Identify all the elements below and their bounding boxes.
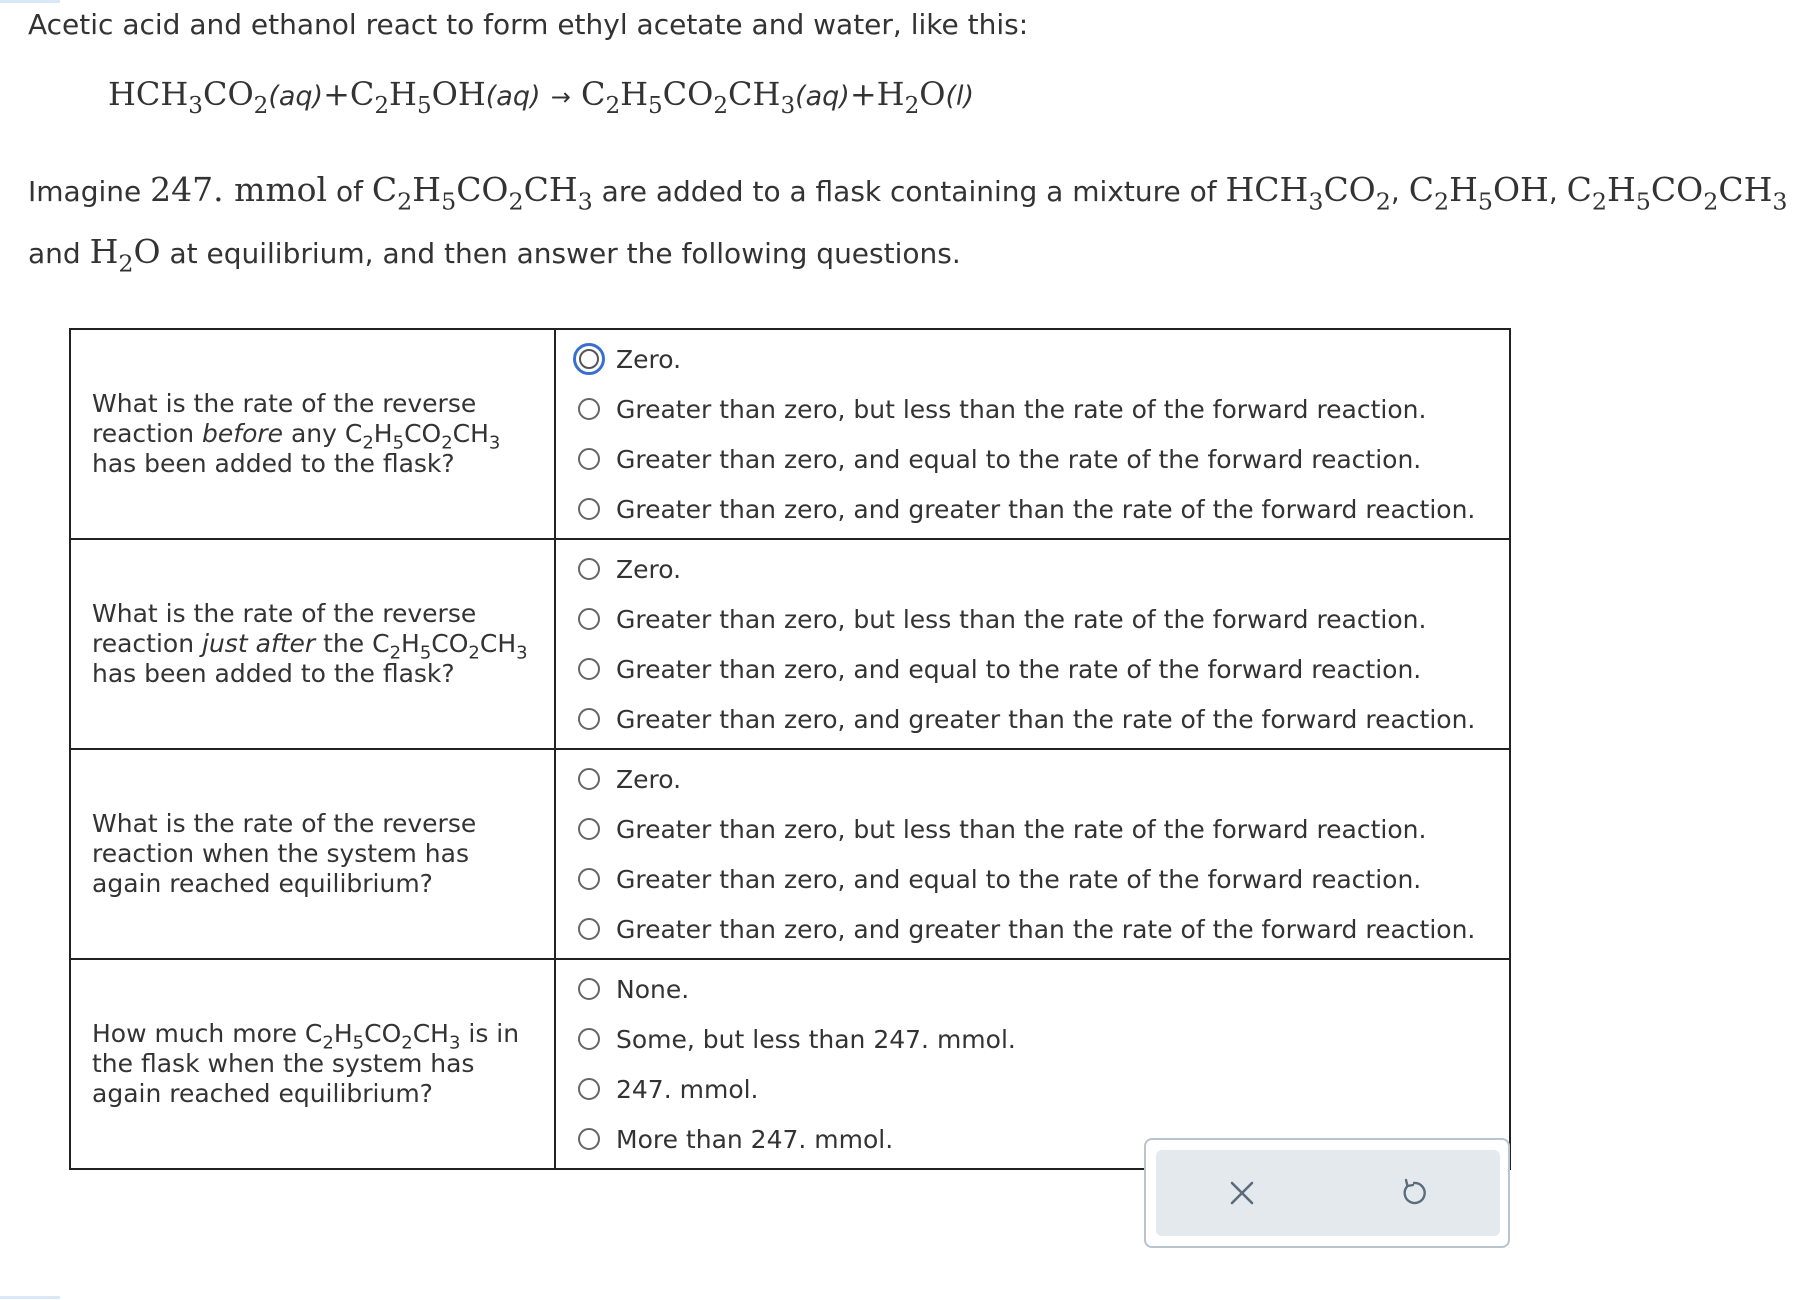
reaction-equation: $HCH_3CO_2(aq)+C_2H_5OH(aq) \to C_2H_5CO_2CH_3(aq)+H_2O(l)$ [108, 75, 975, 120]
undo-button[interactable] [1384, 1163, 1444, 1223]
q4-option-none[interactable]: None. [578, 964, 1509, 1014]
clear-button[interactable] [1212, 1163, 1272, 1223]
question-row-2 [70, 539, 1510, 749]
answer-toolbar [1144, 1138, 1510, 1248]
q1-option-less[interactable]: Greater than zero, but less than the rate of the forward reaction. [578, 384, 1509, 434]
question-3: What is the rate of the reverse reaction when the system has again reached equilibrium? [70, 749, 555, 959]
question-1: What is the rate of the reverse reaction before any $C_2H_5CO_2CH_3$ has been added to the flask? [70, 329, 555, 539]
reactant-ethanol: $C_2H_5OH$ [349, 75, 486, 120]
radio-button[interactable] [578, 658, 600, 680]
q3-option-zero[interactable]: Zero. [578, 754, 1509, 804]
q2-option-greater[interactable]: Greater than zero, and greater than the rate of the forward reaction. [578, 694, 1509, 744]
q3-option-equal[interactable]: Greater than zero, and equal to the rate of the forward reaction. [578, 854, 1509, 904]
reactant-acetic-acid: $HCH_3CO_2$ [108, 75, 269, 120]
question-row-1 [70, 329, 1510, 539]
radio-button[interactable] [578, 448, 600, 470]
q3-option-greater[interactable]: Greater than zero, and greater than the rate of the forward reaction. [578, 904, 1509, 954]
undo-icon [1398, 1177, 1430, 1209]
answer-toolbar-inner [1156, 1150, 1500, 1236]
q2-option-zero[interactable]: Zero. [578, 544, 1509, 594]
question-4: How much more $C_2H_5CO_2CH_3$ is in the flask when the system has again reached equilibrium? [70, 959, 555, 1169]
q4-option-some[interactable]: Some, but less than 247. mmol. [578, 1014, 1509, 1064]
radio-button[interactable] [578, 708, 600, 730]
radio-button[interactable] [578, 558, 600, 580]
q4-option-equal[interactable]: 247. mmol. [578, 1064, 1509, 1114]
q1-option-greater[interactable]: Greater than zero, and greater than the rate of the forward reaction. [578, 484, 1509, 534]
radio-button[interactable] [578, 608, 600, 630]
answer-group-3 [555, 749, 1510, 959]
radio-button[interactable] [578, 868, 600, 890]
question-table [69, 328, 1511, 1170]
radio-button[interactable] [578, 978, 600, 1000]
top-accent-bar [0, 0, 60, 3]
radio-button[interactable] [573, 343, 605, 375]
radio-button[interactable] [578, 818, 600, 840]
intro-text: Acetic acid and ethanol react to form ethyl acetate and water, like this: [28, 8, 1029, 41]
question-row-3 [70, 749, 1510, 959]
radio-button[interactable] [578, 1028, 600, 1050]
product-ester: $C_2H_5CO_2CH_3$ [580, 75, 796, 120]
q4-option-more[interactable]: More than 247. mmol. [578, 1114, 1509, 1164]
radio-button[interactable] [578, 1078, 600, 1100]
q2-option-less[interactable]: Greater than zero, but less than the rate of the forward reaction. [578, 594, 1509, 644]
q2-option-equal[interactable]: Greater than zero, and equal to the rate of the forward reaction. [578, 644, 1509, 694]
problem-statement: Imagine 247. mmol of $C_2H_5CO_2CH_3$ are added to a flask containing a mixture of $HCH_3CO_2$, $C_2H_5OH$, $C_2H_5CO_2CH_3$ and $H_2O$ at equilibrium, and then answer the following questions. [28, 170, 1788, 278]
product-water: $H_2O$ [876, 75, 946, 120]
radio-button[interactable] [578, 768, 600, 790]
close-icon [1228, 1179, 1256, 1207]
q3-option-less[interactable]: Greater than zero, but less than the rate of the forward reaction. [578, 804, 1509, 854]
added-amount: 247. mmol [150, 170, 328, 209]
reaction-arrow: → [550, 83, 571, 111]
question-2: What is the rate of the reverse reaction just after the $C_2H_5CO_2CH_3$ has been added to the flask? [70, 539, 555, 749]
answer-group-1 [555, 329, 1510, 539]
radio-button[interactable] [578, 498, 600, 520]
radio-button[interactable] [578, 1128, 600, 1150]
answer-group-2 [555, 539, 1510, 749]
radio-button[interactable] [578, 398, 600, 420]
radio-button[interactable] [578, 918, 600, 940]
bottom-accent-bar [0, 1296, 60, 1299]
q1-option-zero[interactable]: Zero. [578, 334, 1509, 384]
q1-option-equal[interactable]: Greater than zero, and equal to the rate of the forward reaction. [578, 434, 1509, 484]
